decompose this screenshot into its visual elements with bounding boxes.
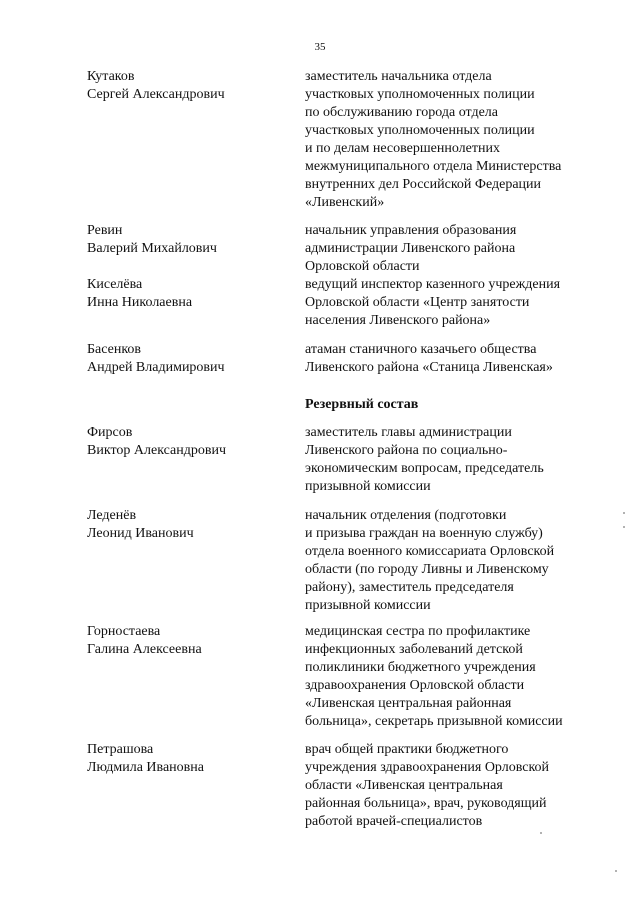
member-name <box>87 507 287 543</box>
position-line: «Ливенская центральная районная <box>305 696 512 711</box>
position-line: администрации Ливенского района <box>305 241 516 256</box>
member-surname: Кутаков <box>87 69 135 84</box>
position-line: больница», секретарь призывной комиссии <box>305 714 563 729</box>
position-line: району), заместитель председателя <box>305 580 514 595</box>
member-surname: Ревин <box>87 223 123 238</box>
position-line: инфекционных заболеваний детской <box>305 642 523 657</box>
member-given-names: Андрей Владимирович <box>87 360 225 375</box>
position-line: врач общей практики бюджетного <box>305 742 509 757</box>
scan-speck <box>540 832 542 834</box>
position-line: участковых уполномоченных полиции <box>305 123 535 138</box>
position-line: и призыва граждан на военную службу) <box>305 526 543 541</box>
member-given-names: Людмила Ивановна <box>87 760 204 775</box>
member-given-names: Виктор Александрович <box>87 443 227 458</box>
position-line: Орловской области «Центр занятости <box>305 295 530 310</box>
scan-speck <box>623 512 625 514</box>
position-line: атаман станичного казачьего общества <box>305 342 537 357</box>
position-line: медицинская сестра по профилактике <box>305 624 531 639</box>
member-surname: Басенков <box>87 342 142 357</box>
position-line: области «Ливенская центральная <box>305 778 503 793</box>
member-name <box>87 424 287 460</box>
member-surname: Леденёв <box>87 508 137 523</box>
member-name <box>87 741 287 777</box>
position-line: учреждения здравоохранения Орловской <box>305 760 550 775</box>
position-line: Ливенского района по социально- <box>305 443 508 458</box>
member-position <box>305 341 605 377</box>
member-name <box>87 276 287 312</box>
member-name <box>87 623 287 659</box>
member-given-names: Леонид Иванович <box>87 526 194 541</box>
member-position <box>305 623 605 731</box>
member-position <box>305 507 605 615</box>
position-line: призывной комиссии <box>305 598 431 613</box>
position-line: начальник управления образования <box>305 223 517 238</box>
position-line: заместитель начальника отдела <box>305 69 492 84</box>
position-line: призывной комиссии <box>305 479 431 494</box>
position-line: по обслуживанию города отдела <box>305 105 498 120</box>
position-line: работой врачей-специалистов <box>305 814 483 829</box>
scan-speck <box>623 526 625 528</box>
member-position <box>305 68 605 212</box>
position-line: экономическим вопросам, председатель <box>305 461 544 476</box>
position-line: начальник отделения (подготовки <box>305 508 507 523</box>
page-number: 35 <box>314 41 326 53</box>
position-line: населения Ливенского района» <box>305 313 491 328</box>
reserve-heading: Резервный состав <box>305 397 419 412</box>
member-given-names: Галина Алексеевна <box>87 642 202 657</box>
position-line: участковых уполномоченных полиции <box>305 87 535 102</box>
member-position <box>305 424 605 496</box>
member-given-names: Инна Николаевна <box>87 295 193 310</box>
member-name <box>87 341 287 377</box>
member-surname: Петрашова <box>87 742 154 757</box>
position-line: области (по городу Ливны и Ливенскому <box>305 562 549 577</box>
member-given-names: Валерий Михайлович <box>87 241 217 256</box>
member-given-names: Сергей Александрович <box>87 87 225 102</box>
position-line: здравоохранения Орловской области <box>305 678 525 693</box>
position-line: отдела военного комиссариата Орловской <box>305 544 555 559</box>
position-line: Ливенского района «Станица Ливенская» <box>305 360 553 375</box>
position-line: районная больница», врач, руководящий <box>305 796 547 811</box>
position-line: Орловской области <box>305 259 420 274</box>
member-position <box>305 741 605 831</box>
member-position <box>305 222 605 276</box>
member-surname: Фирсов <box>87 425 133 440</box>
position-line: заместитель главы администрации <box>305 425 512 440</box>
position-line: внутренних дел Российской Федерации <box>305 177 542 192</box>
member-surname: Горностаева <box>87 624 161 639</box>
member-surname: Киселёва <box>87 277 143 292</box>
position-line: межмуниципального отдела Министерства <box>305 159 562 174</box>
position-line: «Ливенский» <box>305 195 385 210</box>
position-line: и по делам несовершеннолетних <box>305 141 500 156</box>
member-name <box>87 222 287 258</box>
member-position <box>305 276 605 330</box>
member-name <box>87 68 287 104</box>
position-line: ведущий инспектор казенного учреждения <box>305 277 561 292</box>
scan-speck <box>615 870 617 872</box>
position-line: поликлиники бюджетного учреждения <box>305 660 536 675</box>
